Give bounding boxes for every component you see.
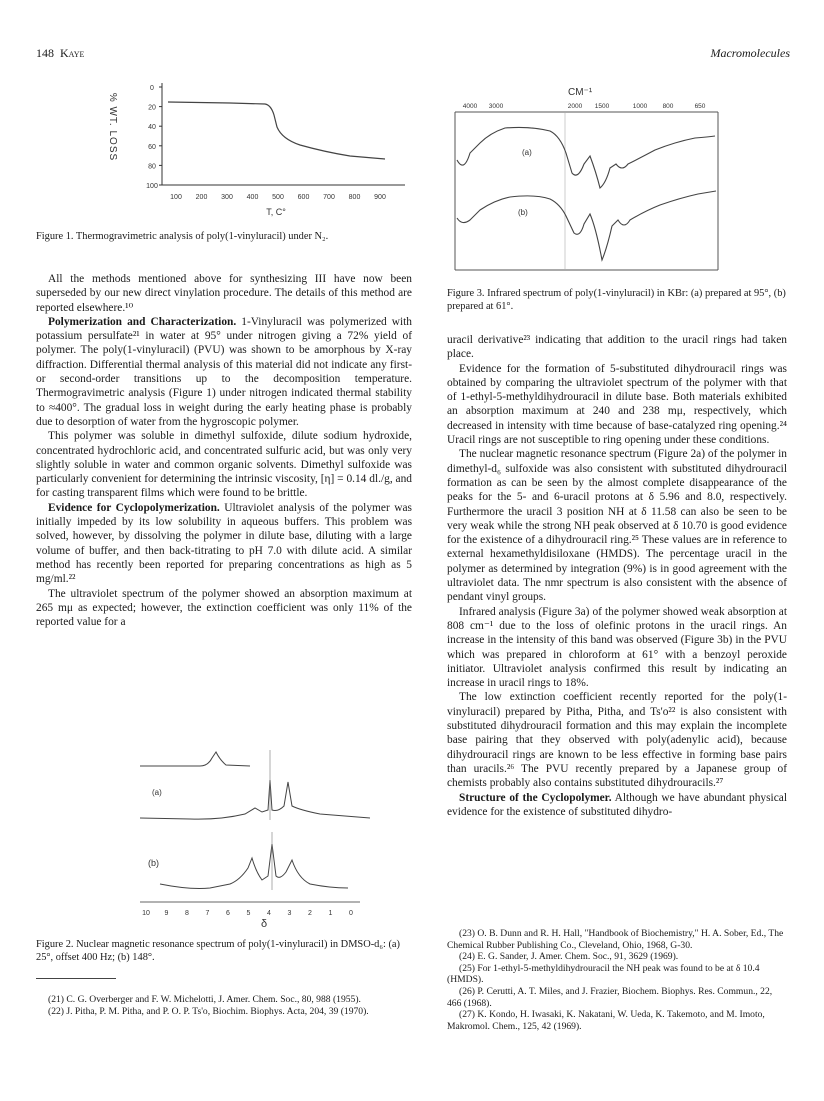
- author-name: Kaye: [60, 46, 85, 60]
- figure1-ytick-label: 80: [148, 163, 156, 171]
- page-header-left: [36, 46, 84, 61]
- figure1-xtick-label: 700: [323, 194, 335, 201]
- figure1-ytick-label: 20: [148, 104, 156, 112]
- paragraph: The nuclear magnetic resonance spectrum (Figure 2a) of the polymer in dimethyl-d₆ sulfoxide was also consistent with substituted dihydrouracil formation as can be seen by the almost complete disappearance of the peaks for the 5- and 6-uracil protons at δ 5.96 and 8.0, respectively. Furthermore the uracil 3 position NH at δ 11.58 can also be seen to be very weak while the strong NH peak observed at δ 10.70 is good evidence for the existence of a dihydrouracil ring.²⁵ These values are in reference to external hexamethyldisiloxane (HMDS). The percentage uracil in the polymer as determined by integration (9%) is in good agreement with the ultraviolet data. The nmr spectrum is also consistent with the absence of pendant vinyl groups.: [447, 448, 787, 604]
- figure3-trace-a: [457, 127, 715, 188]
- figure3-label-a: (a): [522, 148, 532, 157]
- figure1-xtick-label: 300: [221, 194, 233, 201]
- footnote-rule: [36, 978, 116, 979]
- figure2-label-a: (a): [152, 788, 162, 797]
- figure1-xtick-label: 500: [272, 194, 284, 201]
- footnote: (26) P. Cerutti, A. T. Miles, and J. Frazier, Biochem. Biophys. Res. Commun., 22, 466 (1968).: [447, 985, 773, 1009]
- figure2-xtick-label: 7: [205, 910, 210, 917]
- paragraph: Evidence for the formation of 5-substituted dihydrouracil rings was obtained by comparing the ultraviolet spectrum of the polymer with that of 1-ethyl-5-methyldihydrouracil in dilute base. Both materials exhibited an absorption maximum at 240 and 238 mμ, respectively, which decreased in intensity with time because of base-catalyzed ring opening.²⁴ Uracil rings are not susceptible to ring opening under these conditions.: [447, 362, 787, 447]
- section-heading: Evidence for Cyclopolymerization.: [48, 501, 220, 514]
- figure3-label-b: (b): [518, 208, 528, 217]
- paragraph: The ultraviolet spectrum of the polymer showed an absorption maximum at 265 mμ as expected; however, the extinction coefficient was only 11% of the reported value for a: [36, 587, 412, 629]
- figure3-trace-b: [457, 191, 716, 260]
- figure3-xtick-label: 1000: [632, 103, 648, 110]
- paragraph: Evidence for Cyclopolymerization. Ultraviolet analysis of the polymer was initially impeded by its low solubility in aqueous buffers. This problem was solved, however, by dissolving the polymer in dilute base, diluting with a large volume of buffer, and then back-titrating to pH 7.0 with dilute acid. A similar method has recently been reported for preparing concentrations as high as 5 mg/ml.²²: [36, 501, 412, 586]
- figure1-caption: Figure 1. Thermogravimetric analysis of poly(1-vinyluracil) under N₂.: [36, 231, 329, 242]
- section-heading: Structure of the Cyclopolymer.: [459, 791, 612, 804]
- figure2-xtick-label: 5: [246, 910, 251, 917]
- figure3-xtick-label: 3000: [488, 103, 504, 110]
- figure3-x-ticks: [463, 103, 706, 110]
- figure1-tga-plot: [80, 75, 410, 220]
- figure1-y-ticks: [146, 85, 162, 190]
- paragraph: uracil derivative²³ indicating that addition to the uracil rings had taken place.: [447, 334, 787, 361]
- figure2-xtick-label: 3: [287, 910, 292, 917]
- paragraph: Polymerization and Characterization. 1-Vinyluracil was polymerized with potassium persulfate²¹ in water at 95° under nitrogen giving a 72% yield of polymer. The poly(1-vinyluracil) (PVU) was shown to be amorphous by X-ray diffraction. Differential thermal analysis of this material did not indicate any first- or second-order transitions up to the decomposition temperature. Thermogravimetric analysis (Figure 1) under nitrogen indicated thermal stability to ≈400°. The gradual loss in weight during the early heating phase is probably due to desorption of water from the hygroscopic polymer.: [36, 315, 413, 428]
- figure2-nmr-spectrum: [80, 740, 390, 930]
- figure1-x-ticks: [170, 194, 386, 201]
- figure1-ytick-label: 60: [148, 143, 156, 151]
- figure2-caption: Figure 2. Nuclear magnetic resonance spectrum of poly(1-vinyluracil) in DMSO-d₆: (a) 25°, offset 400 Hz; (b) 148°.: [36, 939, 401, 963]
- figure2-label-b: (b): [148, 858, 159, 868]
- figure1-xtick-label: 800: [348, 194, 361, 201]
- figure1-xtick-label: 600: [297, 194, 310, 201]
- right-column-text: [447, 333, 787, 819]
- section-heading: Polymerization and Characterization.: [48, 315, 237, 328]
- figure2-trace-b: [160, 844, 348, 889]
- figure3-xtick-label: 2000: [567, 103, 583, 110]
- figure1-ytick-label: 40: [148, 124, 156, 132]
- figure2-xtick-label: 1: [328, 910, 333, 917]
- paragraph: Structure of the Cyclopolymer. Although we have abundant physical evidence for the existence of substituted dihydro-: [447, 791, 788, 818]
- figure3-xtick-label: 800: [662, 103, 674, 110]
- figure2-x-ticks: [142, 910, 353, 917]
- figure2-offset-trace: [140, 752, 250, 766]
- figure1-xtick-label: 100: [170, 194, 182, 201]
- journal-name: Macromolecules: [710, 46, 790, 60]
- figure1-ytick-label: 100: [146, 183, 158, 190]
- figure2-xtick-label: 6: [226, 910, 230, 917]
- figure1-ylabel: % WT. LOSS: [107, 92, 118, 162]
- figure1-xtick-label: 900: [374, 194, 386, 201]
- figure2-xtick-label: 9: [164, 910, 169, 917]
- figure1-xtick-label: 400: [246, 194, 259, 201]
- figure2-xtick-label: 2: [308, 910, 312, 917]
- figure1-ytick-label: 0: [150, 85, 154, 92]
- figure2-xlabel: δ: [260, 918, 268, 930]
- footnote: (27) K. Kondo, H. Iwasaki, K. Nakatani, W. Ueda, K. Takemoto, and M. Imoto, Makromol. Chem., 125, 42 (1969).: [447, 1009, 765, 1032]
- page-number: 148: [36, 46, 54, 60]
- footnote: (21) C. G. Overberger and F. W. Michelotti, J. Amer. Chem. Soc., 80, 988 (1955).: [48, 994, 361, 1005]
- footnote: (24) E. G. Sander, J. Amer. Chem. Soc., 91, 3629 (1969).: [459, 951, 679, 963]
- figure2-xtick-label: 8: [185, 910, 189, 917]
- figure3-xtick-label: 650: [694, 103, 706, 110]
- figure2-trace-a: [140, 780, 370, 819]
- figure1-xtick-label: 200: [195, 194, 208, 201]
- figure3-unit-label: CM⁻¹: [568, 87, 593, 98]
- figure1-xlabel: T, C°: [266, 207, 286, 217]
- figure2-xtick-label: 0: [349, 910, 353, 917]
- figure2-xtick-label: 4: [267, 910, 271, 917]
- paragraph: Infrared analysis (Figure 3a) of the polymer showed weak absorption at 808 cm⁻¹ due to the loss of olefinic protons in the uracil rings. An increase in the intensity of this band was observed (Figure 3b) in the PVU which was prepared in chloroform at 61° with a benzoyl peroxide initiator. Ultraviolet analysis confirmed this result by indicating an increase in uracil rings to 18%.: [447, 605, 787, 690]
- footnote: (23) O. B. Dunn and R. H. Hall, "Handbook of Biochemistry," H. A. Sober, Ed., The Chemical Rubber Publishing Co., Cleveland, Ohio, 1968, G-30.: [447, 928, 784, 951]
- footnote: (25) For 1-ethyl-5-methyldihydrouracil the NH peak was found to be at δ 10.4 (HMDS).: [447, 962, 760, 986]
- right-footnotes: [447, 928, 787, 1032]
- figure1-weight-loss-curve: [168, 102, 385, 159]
- figure3-caption: Figure 3. Infrared spectrum of poly(1-vinyluracil) in KBr: (a) prepared at 95°, (b) prepared at 61°.: [447, 288, 786, 312]
- figure2-xtick-label: 10: [142, 910, 150, 917]
- paragraph: All the methods mentioned above for synthesizing III have now been superseded by our new direct vinylation procedure. The details of this method are reported elsewhere.¹⁰: [36, 273, 412, 314]
- left-column-text: [36, 272, 412, 629]
- paragraph: The low extinction coefficient recently reported for the poly(1-vinyluracil) prepared by Pitha, Pitha, and Ts'o²² is also consistent with substituted dihydrouracil formation and this may explain the incomplete base pairing that they observed with poly(adenylic acid), because dihydrouracil rings are known to be less effective in forming base pairs than uracils.²⁶ The PVU recently prepared by a Japanese group of chemists probably also contains substituted dihydrouracils.²⁷: [447, 691, 787, 790]
- paragraph: This polymer was soluble in dimethyl sulfoxide, dilute sodium hydroxide, concentrated hydrochloric acid, and concentrated sulfuric acid, but was only very slightly soluble in water and common organic solvents. Dimethyl sulfoxide was particularly convenient for determining the intrinsic viscosity, [η] = 0.14 dl./g, and for casting transparent films which were found to be brittle.: [36, 430, 412, 500]
- footnote: (22) J. Pitha, P. M. Pitha, and P. O. P. Ts'o, Biochim. Biophys. Acta, 204, 39 (1970).: [48, 1005, 369, 1017]
- figure3-xtick-label: 1500: [594, 103, 610, 110]
- left-footnotes: [36, 994, 412, 1017]
- figure3-ir-spectrum: [450, 98, 725, 278]
- figure3-xtick-label: 4000: [462, 103, 478, 110]
